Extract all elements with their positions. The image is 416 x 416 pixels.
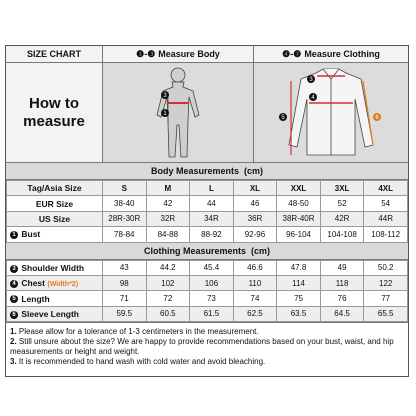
table-row-us <box>7 211 408 226</box>
table-cell: 42 <box>146 196 190 211</box>
table-cell: 77 <box>364 291 408 306</box>
measure-clothing-title: Measure Clothing <box>304 49 380 59</box>
table-cell: 76 <box>320 291 364 306</box>
number-badge: 6 <box>10 311 18 319</box>
number-badge: 5 <box>10 295 18 303</box>
table-cell: 32R <box>146 211 190 226</box>
table-cell: 84-88 <box>146 227 190 242</box>
measure-clothing-header <box>254 46 408 63</box>
row-label: US Size <box>7 211 103 226</box>
table-cell: 46 <box>233 196 277 211</box>
table-cell: 64.5 <box>320 306 364 321</box>
shirt-icon <box>261 65 401 161</box>
table-cell: 75 <box>277 291 321 306</box>
measure-clothing-column <box>254 46 408 162</box>
row-label: Bust <box>21 229 41 240</box>
table-row-length <box>7 291 408 306</box>
table-cell: 47.8 <box>277 260 321 275</box>
table-cell: 122 <box>364 275 408 290</box>
clothing-measurements-header: Clothing Measurements (cm) <box>6 243 408 260</box>
measure-label: measure <box>23 112 85 130</box>
body-figure-panel <box>103 63 253 162</box>
table-cell: 73 <box>190 291 234 306</box>
table-cell: 108-112 <box>364 227 408 242</box>
table-cell: 44.2 <box>146 260 190 275</box>
table-cell: 74 <box>233 291 277 306</box>
row-label-chest <box>7 275 103 290</box>
column-header: M <box>146 181 190 196</box>
table-cell: 49 <box>320 260 364 275</box>
size-header-row <box>7 181 408 196</box>
column-header: S <box>103 181 147 196</box>
table-cell: 61.5 <box>190 306 234 321</box>
table-cell: 50.2 <box>364 260 408 275</box>
number-badge: 1 <box>10 231 18 239</box>
row-label-bust <box>7 227 103 242</box>
table-cell: 96-104 <box>277 227 321 242</box>
column-header: 4XL <box>364 181 408 196</box>
table-row-bust <box>7 227 408 242</box>
row-label: EUR Size <box>7 196 103 211</box>
measure-body-title: Measure Body <box>158 49 220 59</box>
column-header: L <box>190 181 234 196</box>
measure-body-header <box>103 46 253 63</box>
body-measurements-header: Body Measurements (cm) <box>6 163 408 180</box>
table-cell: 34R <box>190 211 234 226</box>
row-label: Length <box>21 293 50 304</box>
body-measurements-table <box>6 180 408 243</box>
body-silhouette-icon <box>123 65 233 161</box>
table-cell: 114 <box>277 275 321 290</box>
shirt-mark-6 <box>373 113 381 121</box>
svg-text:3: 3 <box>163 92 167 99</box>
table-cell: 106 <box>190 275 234 290</box>
shirt-mark-5 <box>279 113 287 121</box>
svg-text:4: 4 <box>311 94 315 101</box>
shirt-mark-4 <box>309 93 317 101</box>
row-label: Shoulder Width <box>21 262 85 273</box>
how-to-column <box>6 46 103 162</box>
clothing-measurements-table <box>6 260 408 323</box>
table-row-chest <box>7 275 408 290</box>
header-row <box>6 46 408 163</box>
row-label: Sleeve Length <box>21 308 80 319</box>
measure-body-column <box>103 46 254 162</box>
body-mark-1 <box>161 109 169 117</box>
svg-text:5: 5 <box>281 114 285 121</box>
body-mark-3 <box>161 91 169 99</box>
table-cell: 38-40 <box>103 196 147 211</box>
table-cell: 45.4 <box>190 260 234 275</box>
table-cell: 52 <box>320 196 364 211</box>
how-to-panel <box>6 63 102 162</box>
note-item: 3. It is recommended to hand wash with cold water and avoid bleaching. <box>10 357 266 367</box>
row-label: Chest <box>21 278 45 289</box>
table-cell: 42R <box>320 211 364 226</box>
column-header: XXL <box>277 181 321 196</box>
table-row-sleeve <box>7 306 408 321</box>
row-label-length <box>7 291 103 306</box>
row-label-sleeve <box>7 306 103 321</box>
table-cell: 44 <box>190 196 234 211</box>
note-item: 2. Still unsure about the size? We are happy to provide recommendations based on your bust, waist, and hip measurements or height and weight. <box>10 337 394 357</box>
table-cell: 48-50 <box>277 196 321 211</box>
chest-width-note: (Width*2) <box>47 281 79 289</box>
column-header: XL <box>233 181 277 196</box>
table-cell: 71 <box>103 291 147 306</box>
table-cell: 28R-30R <box>103 211 147 226</box>
svg-text:6: 6 <box>375 114 379 121</box>
number-badge: 4 <box>10 280 18 288</box>
notes-section <box>6 322 408 371</box>
table-cell: 98 <box>103 275 147 290</box>
table-cell: 65.5 <box>364 306 408 321</box>
how-to-label: How to <box>29 94 79 112</box>
svg-text:3: 3 <box>309 76 313 83</box>
table-cell: 59.5 <box>103 306 147 321</box>
table-cell: 38R-40R <box>277 211 321 226</box>
table-cell: 92-96 <box>233 227 277 242</box>
shirt-figure-panel <box>254 63 408 162</box>
shirt-mark-3 <box>307 75 315 83</box>
size-chart-title: SIZE CHART <box>6 46 102 63</box>
table-cell: 60.5 <box>146 306 190 321</box>
row-label-shoulder <box>7 260 103 275</box>
table-cell: 102 <box>146 275 190 290</box>
column-header: Tag/Asia Size <box>7 181 103 196</box>
table-row-shoulder <box>7 260 408 275</box>
table-cell: 63.5 <box>277 306 321 321</box>
svg-text:1: 1 <box>163 110 167 117</box>
table-cell: 104-108 <box>320 227 364 242</box>
table-cell: 62.5 <box>233 306 277 321</box>
measure-body-marks: ❶-❸ <box>136 48 156 59</box>
number-badge: 3 <box>10 265 18 273</box>
size-chart-sheet <box>5 45 409 377</box>
note-item: 1. Please allow for a tolerance of 1-3 centimeters in the measurement. <box>10 327 259 337</box>
measure-clothing-marks: ❹-❼ <box>282 48 302 59</box>
table-cell: 78-84 <box>103 227 147 242</box>
table-cell: 72 <box>146 291 190 306</box>
table-cell: 110 <box>233 275 277 290</box>
table-cell: 118 <box>320 275 364 290</box>
table-row-eur <box>7 196 408 211</box>
table-cell: 88-92 <box>190 227 234 242</box>
column-header: 3XL <box>320 181 364 196</box>
table-cell: 46.6 <box>233 260 277 275</box>
table-cell: 54 <box>364 196 408 211</box>
table-cell: 36R <box>233 211 277 226</box>
table-cell: 43 <box>103 260 147 275</box>
table-cell: 44R <box>364 211 408 226</box>
